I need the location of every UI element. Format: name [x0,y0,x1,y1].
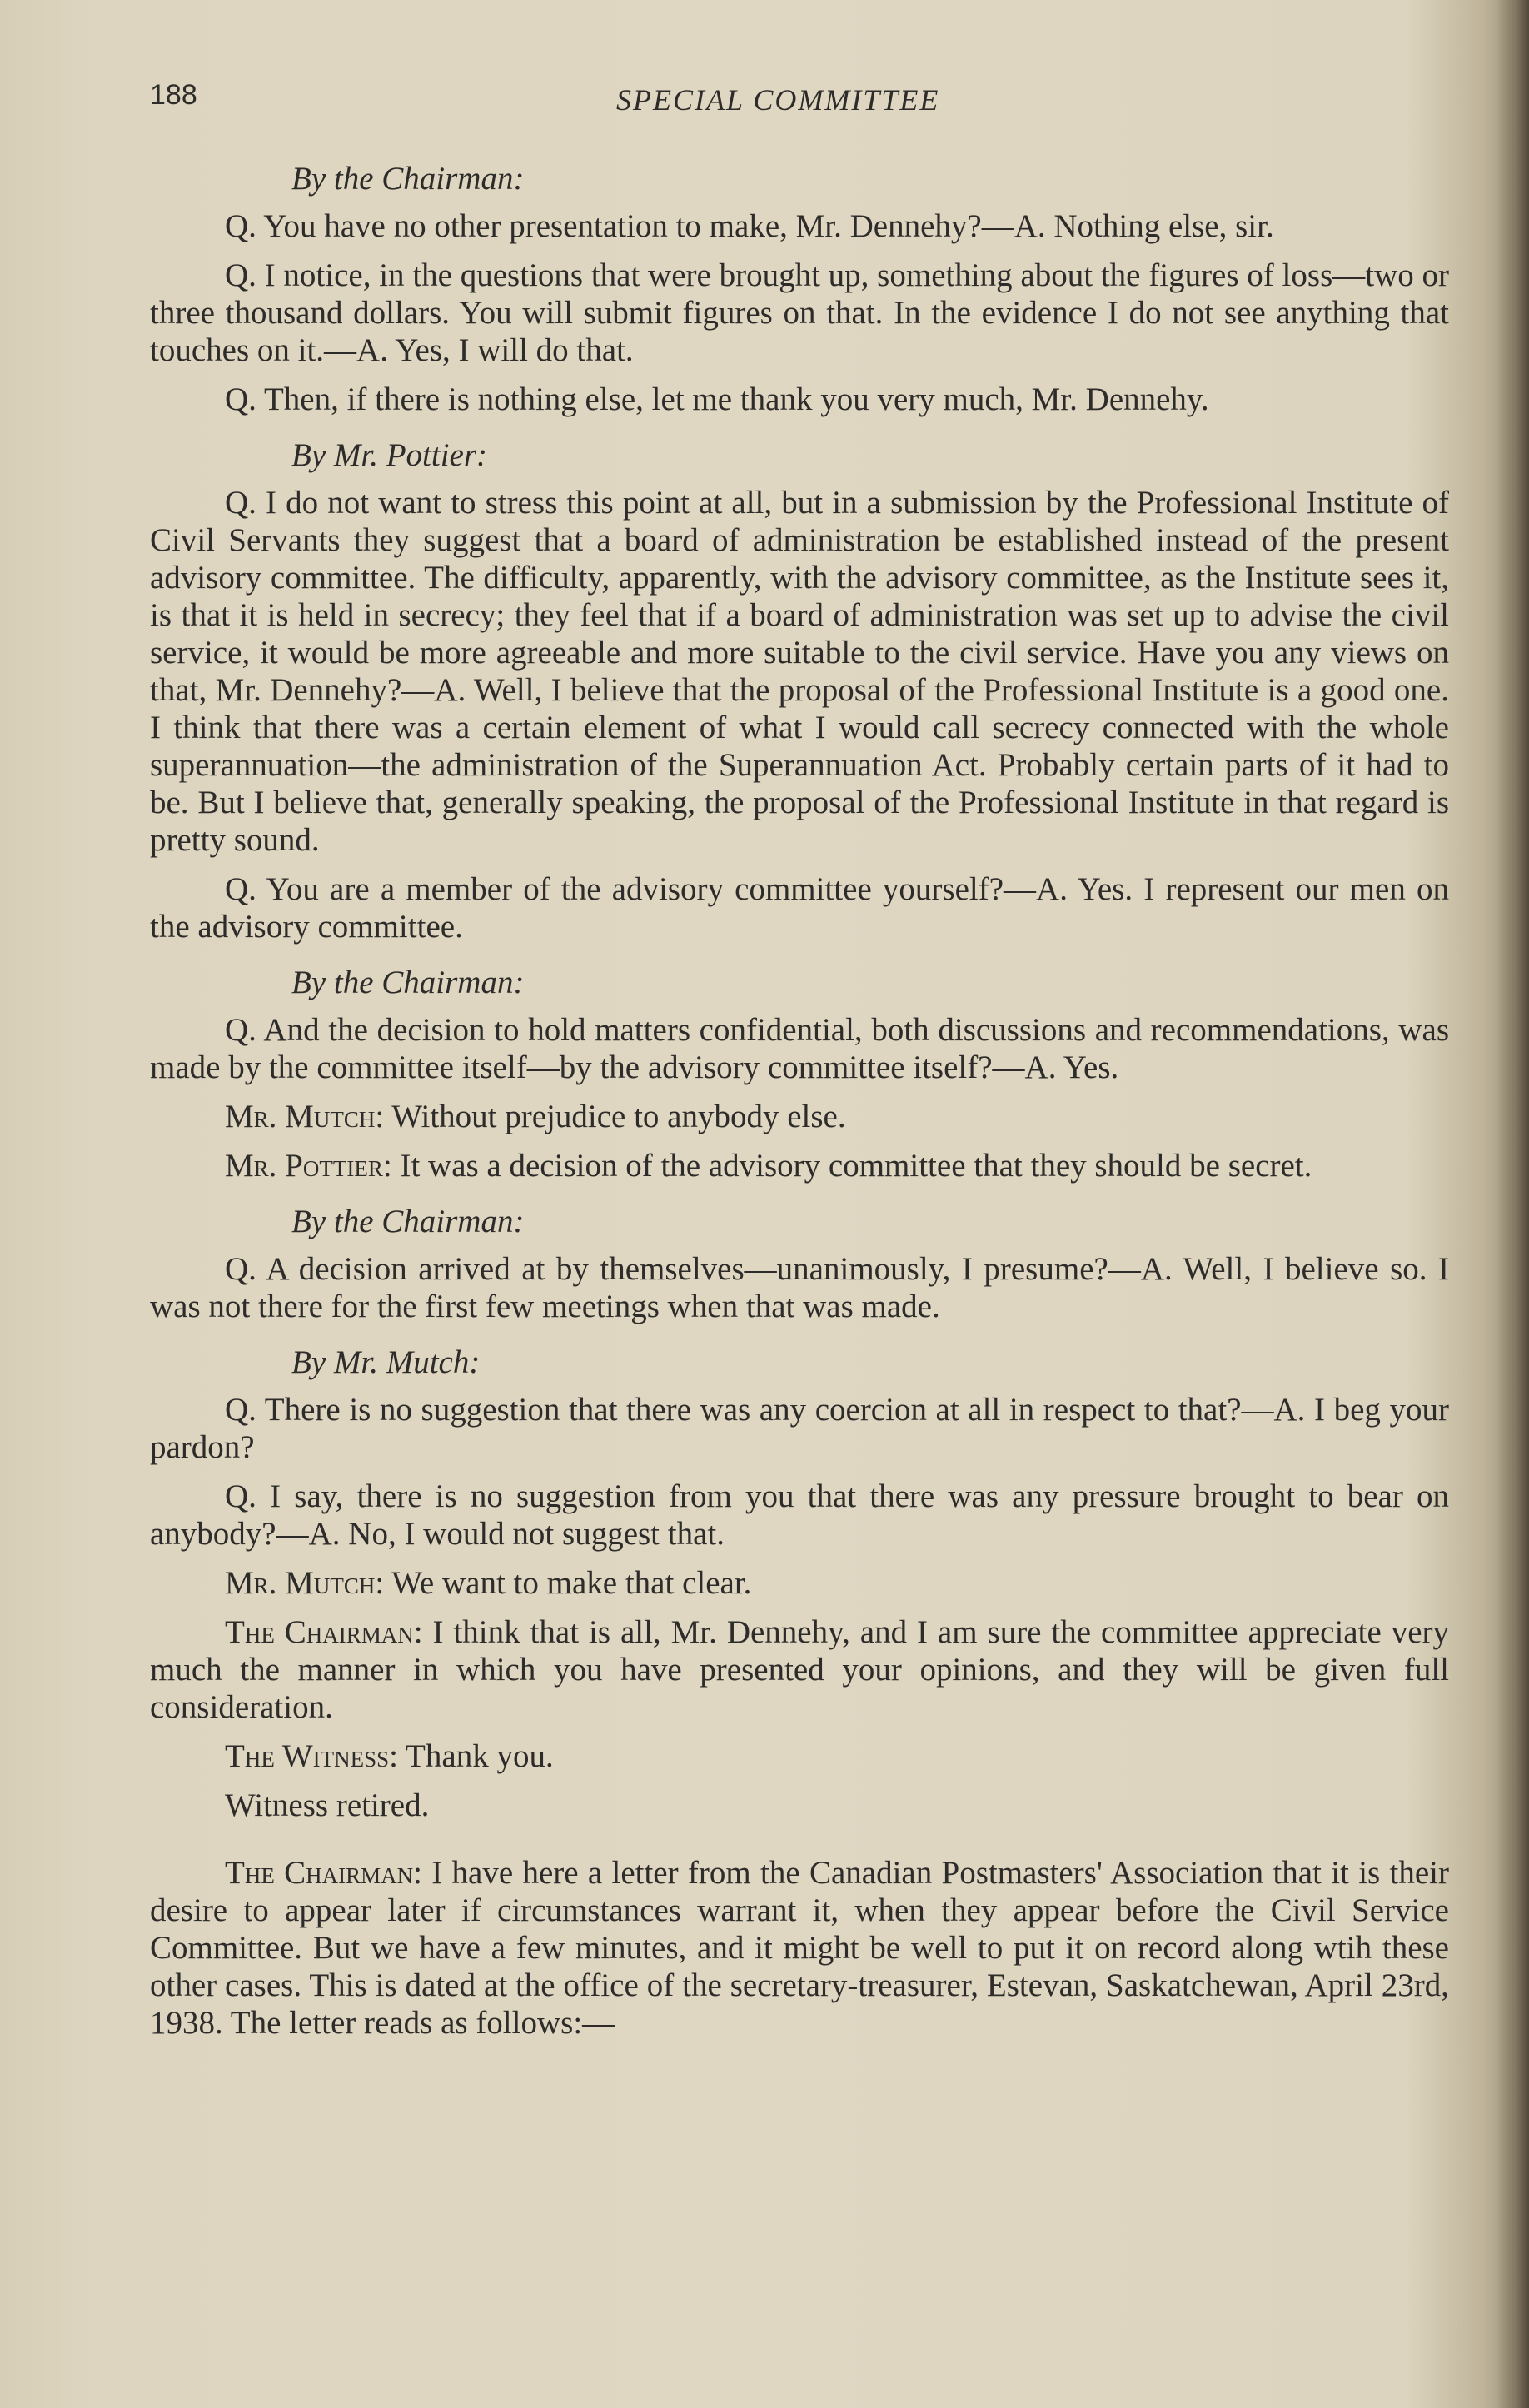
paragraph-text: Q. And the decision to hold matters confidential, both discussions and recommendations, was made by the committee itself—by the advisory committee itself?—A. Yes. [150,1012,1449,1085]
paragraph-text: Q. Then, if there is nothing else, let me thank you very much, Mr. Dennehy. [225,381,1209,417]
paragraph-text: I have here a letter from the Canadian Postmasters' Association that it is their desire to appear later if circumstances warrant it, when they appear before the Civil Service Committee. But we have a few minutes, and it might be well to put it on record along wtih these other cases. This is dated at the office of the secretary-treasurer, Estevan, Saskatchewan, April 23rd, 1938. The letter reads as follows:— [150,1855,1449,2041]
paragraph-text: I think that is all, Mr. Dennehy, and I am sure the committee appreciate very much the manner in which you have presented your opinions, and they will be given full consideration. [150,1614,1449,1725]
paragraph [150,257,1449,369]
paragraph-text: We want to make that clear. [384,1565,752,1601]
speaker-label: The Chairman: [225,1614,423,1650]
paragraph [150,1613,1449,1726]
paragraph-text: Q. There is no suggestion that there was any coercion at all in respect to that?—A. I beg your pardon? [150,1392,1449,1465]
section-heading: By the Chairman: [291,161,525,197]
paragraph-text: It was a decision of the advisory committee that they should be secret. [391,1148,1312,1184]
paragraph-text: Thank you. [398,1738,554,1774]
speaker-label: Mr. Mutch: [225,1099,385,1134]
page-edge-shadow [1496,0,1529,2408]
speaker-label: Mr. Pottier: [225,1148,392,1184]
paragraph-text: Q. You are a member of the advisory committee yourself?—A. Yes. I represent our men on the advisory committee. [150,871,1449,945]
speaker-label: The Witness: [225,1738,399,1774]
section-heading: By Mr. Pottier: [291,437,488,473]
paragraph [150,1787,1449,1824]
section-heading: By the Chairman: [291,965,525,1000]
section-heading: By Mr. Mutch: [291,1344,481,1380]
paragraph-text: Without prejudice to anybody else. [384,1099,846,1134]
paragraph [150,1854,1449,2042]
paragraph [150,1391,1449,1466]
page-text [150,77,1449,2053]
paragraph [150,484,1449,859]
paragraph [150,1147,1449,1184]
speaker-label: Mr. Mutch: [225,1565,385,1601]
speaker-label: The Chairman: [225,1855,422,1891]
paragraph-text: Q. A decision arrived at by themselves—unanimously, I presume?—A. Well, I believe so. I was not there for the first few meetings when that was made. [150,1251,1449,1324]
paragraph-text: Q. I do not want to stress this point at all, but in a submission by the Professional Institute of Civil Servants they suggest that a board of administration be established instead of the present advisory committee. The difficulty, apparently, with the advisory committee, as the Institute sees it, is that it is held in secrecy; they feel that if a board of administration was set up to advise the civil service, it would be more agreeable and more suitable to the civil service. Have you any views on that, Mr. Dennehy?—A. Well, I believe that the proposal of the Professional Institute is a good one. I think that there was a certain element of what I would call secrecy connected with the whole superannuation—the administration of the Superannuation Act. Probably certain parts of it had to be. But I believe that, generally speaking, the proposal of the Professional Institute in that regard is pretty sound. [150,485,1449,858]
paragraph [150,1478,1449,1553]
page-number: 188 [150,79,197,111]
paragraph-text: Q. I say, there is no suggestion from you that there was any pressure brought to bear on anybody?—A. No, I would not suggest that. [150,1478,1449,1552]
section-heading: By the Chairman: [291,1204,525,1239]
paragraph-text: Q. You have no other presentation to make, Mr. Dennehy?—A. Nothing else, sir. [225,208,1274,244]
paragraph [150,1011,1449,1086]
paragraph [150,1250,1449,1325]
page-header [150,77,1449,127]
paragraph [150,1737,1449,1775]
paragraph-text: Q. I notice, in the questions that were brought up, something about the figures of loss—two or three thousand dollars. You will submit figures on that. In the evidence I do not see anything that touches on it.—A. Yes, I will do that. [150,257,1449,368]
running-head: SPECIAL COMMITTEE [616,83,940,117]
paragraph [150,1098,1449,1135]
paragraph [150,1564,1449,1602]
paragraph [150,870,1449,945]
paragraph [150,381,1449,418]
paragraph [150,207,1449,245]
paragraph-text: Witness retired. [225,1787,430,1823]
